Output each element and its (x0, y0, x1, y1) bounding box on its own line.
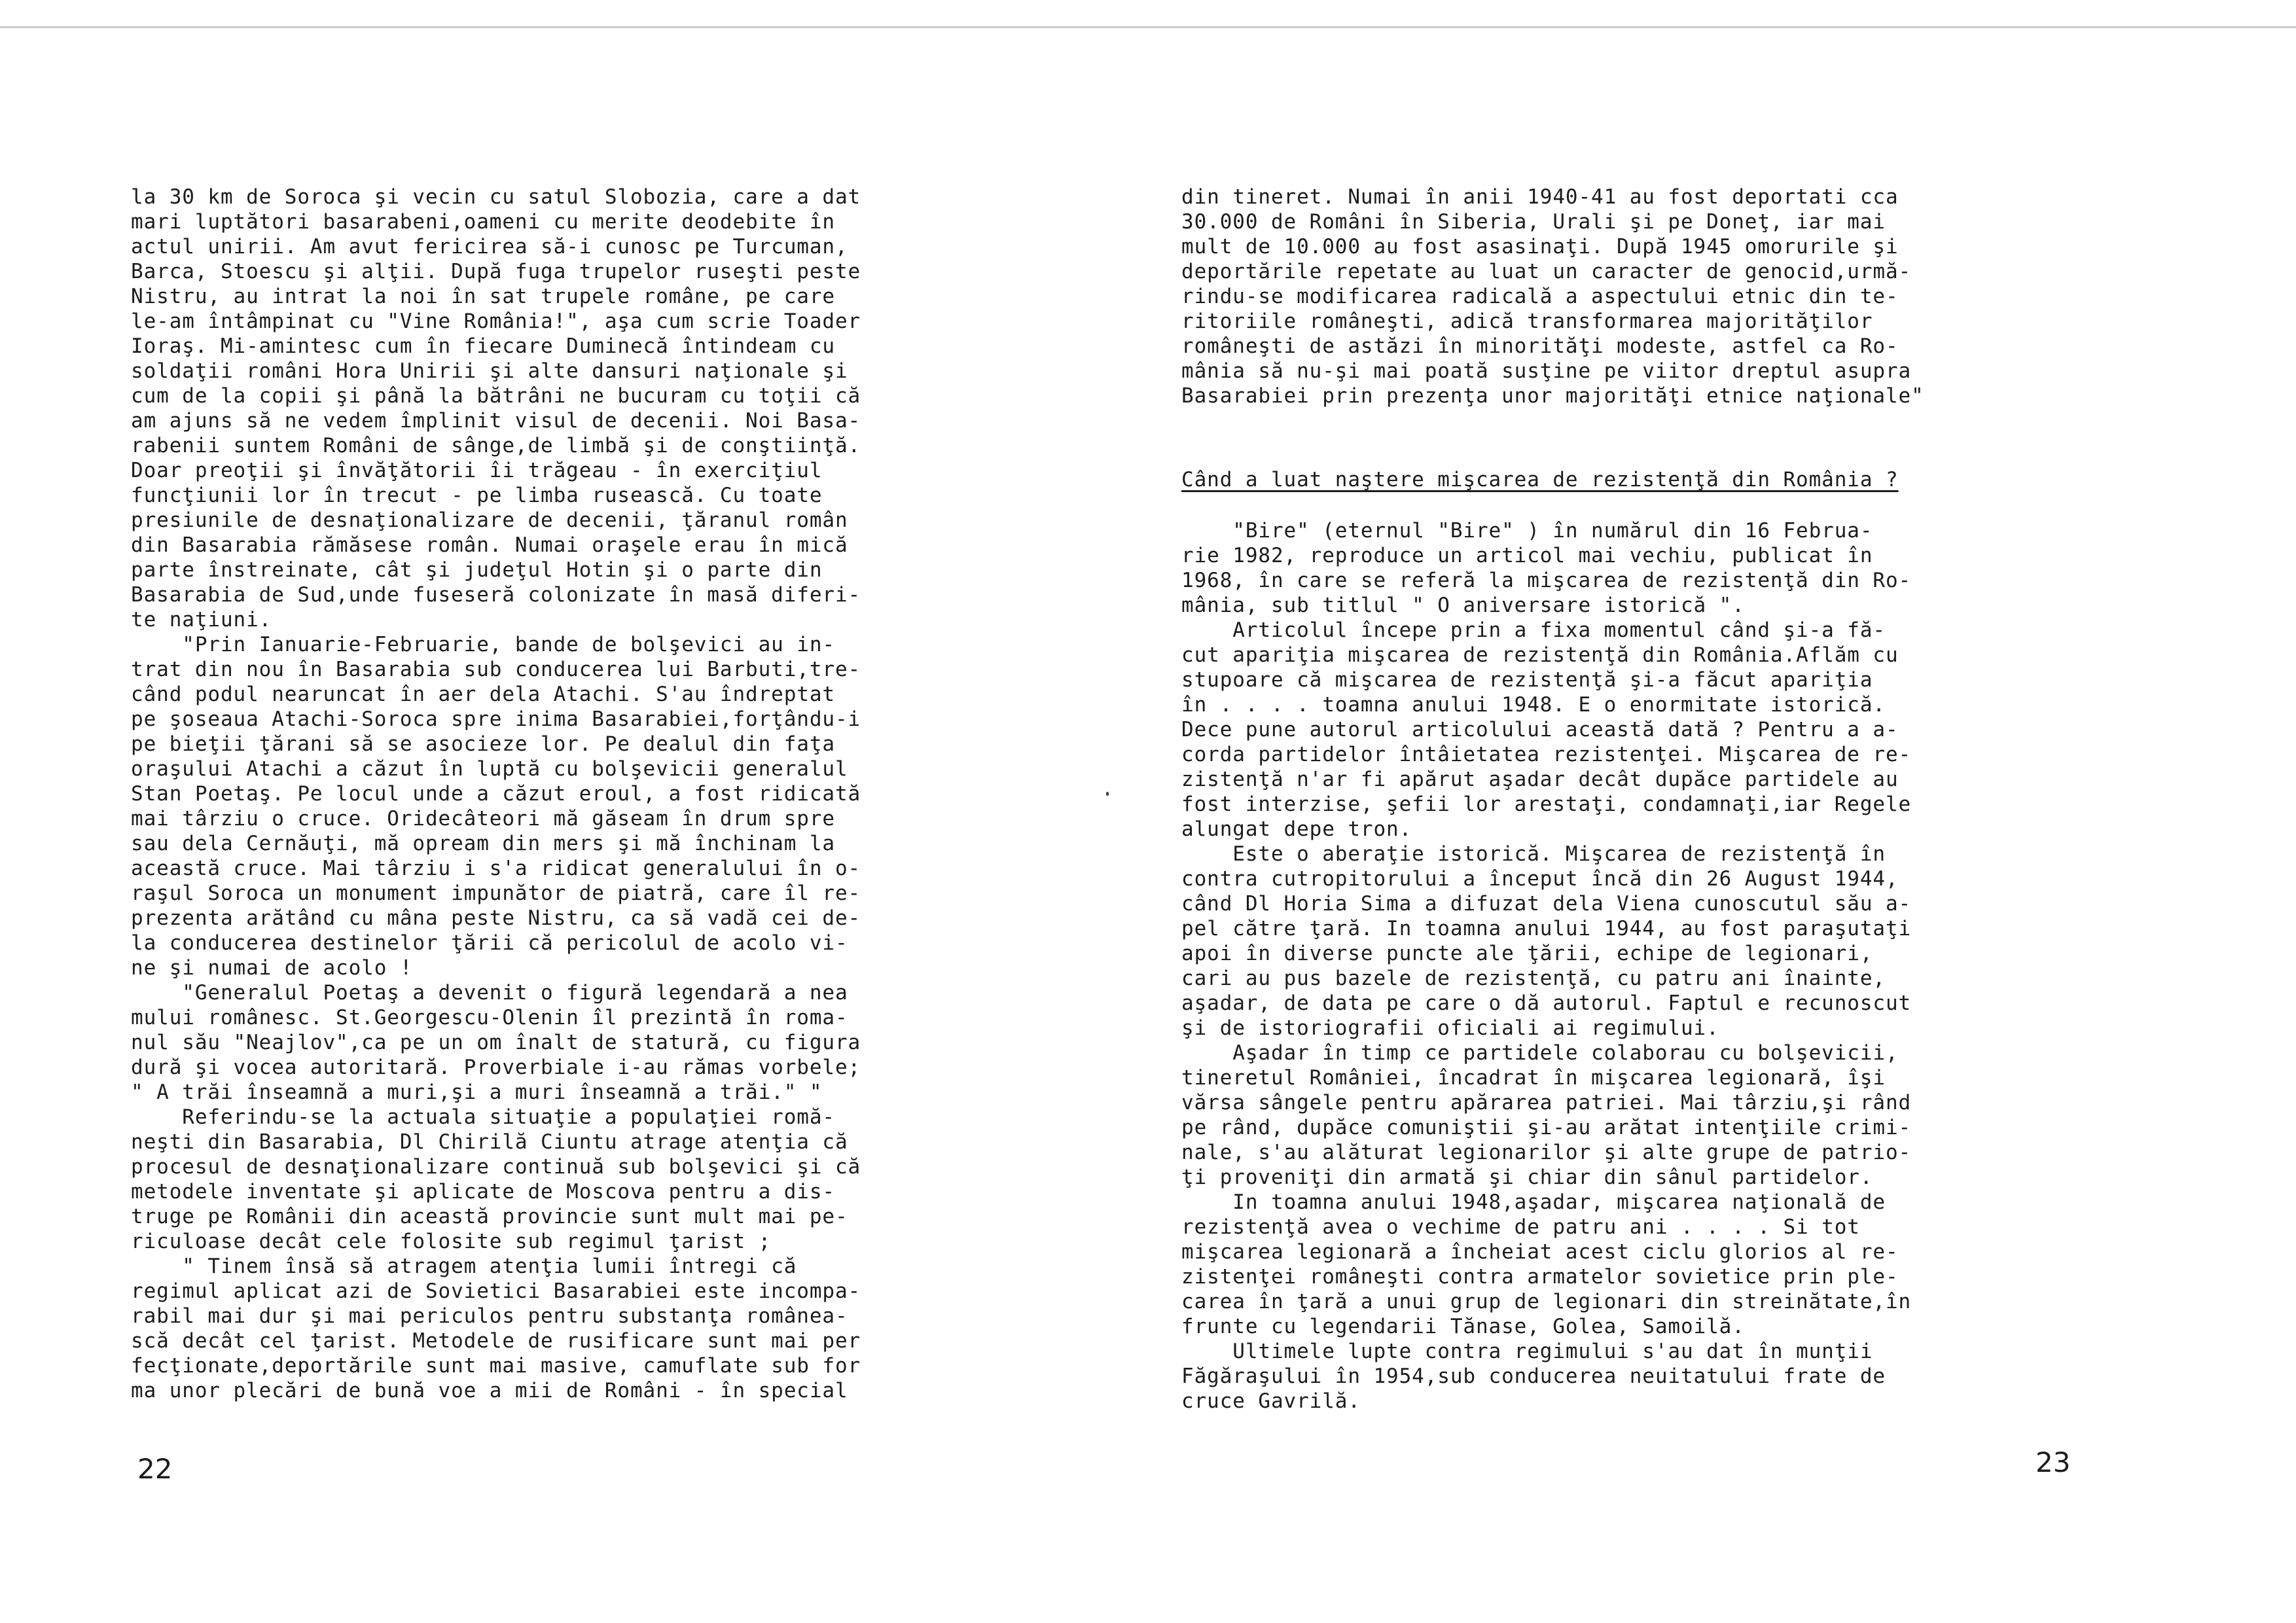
text-line: 30.000 de Români în Siberia, Urali şi pe Doneţ, iar mai (1181, 210, 1886, 234)
text-line: carea în ţară a unui grup de legionari din streinătate,în (1181, 1290, 1912, 1313)
scan-top-edge (0, 26, 2296, 28)
text-line: zistenţei româneşti contra armatelor sovietice prin ple- (1181, 1265, 1899, 1289)
text-line: vărsa sângele pentru apărarea patriei. Mai târziu,şi rând (1181, 1091, 1912, 1115)
text-line: rabenii suntem Români de sânge,de limbă şi de conştiinţă. (131, 434, 861, 457)
text-line: din Basarabia rămăsese român. Numai oraşele erau în mică (131, 533, 848, 557)
text-line: fecţionate,deportările sunt mai masive, camuflate sub for (131, 1354, 861, 1378)
text-line: alungat depe tron. (1181, 817, 1412, 841)
text-line: Basarabiei prin prezenţa unor majorităţi etnice naţionale" (1181, 384, 1924, 408)
text-line: funcţiunii lor în trecut - pe limba rusească. Cu toate (131, 484, 823, 507)
text-line: mari luptători basarabeni,oameni cu merite deodebite în (131, 210, 835, 234)
text-line: contra cutropitorului a început încă din 26 August 1944, (1181, 867, 1899, 891)
text-line: Făgăraşului în 1954,sub conducerea neuitatului frate de (1181, 1364, 1886, 1388)
text-line: stupoare că mişcarea de rezistenţă şi-a făcut apariţia (1181, 668, 1873, 692)
text-line: din tineret. Numai în anii 1940-41 au fost deportati cca (1181, 185, 1899, 209)
text-line: te naţiuni. (131, 608, 272, 632)
text-line: cut apariţia mişcarea de rezistenţă din România.Aflăm cu (1181, 643, 1899, 667)
text-line: mişcarea legionară a încheiat acest ciclu glorios al re- (1181, 1240, 1899, 1264)
text-line: când Dl Horia Sima a difuzat dela Viena cunoscutul său a- (1181, 892, 1912, 916)
text-line: corda partidelor întâietatea rezistenţei. Mişcarea de re- (1181, 743, 1912, 766)
text-line: metodele inventate şi aplicate de Moscova pentru a dis- (131, 1180, 835, 1204)
text-line: mai târziu o cruce. Oridecâteori mă găseam în drum spre (131, 807, 835, 830)
text-line: pe rând, dupăce comuniştii şi-au arătat intenţiile crimi- (1181, 1116, 1912, 1139)
right-page-paragraphs-after-heading (1181, 518, 2101, 1414)
text-line: mânia să nu-şi mai poată susţine pe viitor dreptul asupra (1181, 359, 1912, 383)
text-line: Dece pune autorul articolului această dată ? Pentru a a- (1181, 718, 1899, 741)
text-line: pel către ţară. In toamna anului 1944, au fost paraşutaţi (1181, 917, 1912, 940)
text-line: trat din nou în Basarabia sub conducerea lui Barbuti,tre- (131, 658, 861, 681)
text-line: Este o aberaţie istorică. Mişcarea de rezistenţă în (1181, 842, 1886, 866)
text-line: când podul nearuncat în aer dela Atachi. S'au îndreptat (131, 683, 835, 706)
text-line: rabil mai dur şi mai periculos pentru substanţa românea- (131, 1304, 848, 1328)
text-line: Aşadar în timp ce partidele colaborau cu bolşevicii, (1181, 1041, 1899, 1065)
text-line: mului românesc. St.Georgescu-Olenin îl prezintă în roma- (131, 1006, 848, 1029)
text-line: ne şi numai de acolo ! (131, 956, 413, 980)
right-page-paragraph-before-heading (1181, 185, 2101, 408)
text-line: Ultimele lupte contra regimului s'au dat în munţii (1181, 1340, 1873, 1363)
text-line: regimul aplicat azi de Sovietici Basarabiei este incompa- (131, 1279, 861, 1303)
text-line: In toamna anului 1948,aşadar, mişcarea naţională de (1181, 1190, 1886, 1214)
text-line: nul său "Neajlov",ca pe un om înalt de statură, cu figura (131, 1031, 861, 1054)
text-line: dură şi vocea autoritară. Proverbiale i-au rămas vorbele; (131, 1056, 861, 1079)
text-line: am ajuns să ne vedem împlinit visul de decenii. Noi Basa- (131, 409, 861, 433)
text-line: le-am întâmpinat cu "Vine România!", aşa cum scrie Toader (131, 310, 861, 333)
text-line: fost interzise, şefii lor arestaţi, condamnaţi,iar Regele (1181, 793, 1912, 816)
left-page-text (131, 185, 1047, 1403)
text-line: rindu-se modificarea radicală a aspectului etnic din te- (1181, 285, 1899, 308)
text-line: procesul de desnaţionalizare continuă sub bolşevici şi că (131, 1155, 861, 1179)
text-line: rie 1982, reproduce un articol mai vechiu, publicat în (1181, 544, 1873, 567)
text-line: mult de 10.000 au fost asasinaţi. După 1945 omorurile şi (1181, 235, 1899, 259)
text-line: zistenţă n'ar fi apărut aşadar decât dupăce partidele au (1181, 768, 1899, 791)
text-line: această cruce. Mai târziu i s'a ridicat generalului în o- (131, 857, 861, 880)
text-line: " Tinem însă să atragem atenţia lumii întregi că (131, 1255, 797, 1278)
text-line: pe bieţii ţărani să se asocieze lor. Pe dealul din faţa (131, 732, 835, 756)
text-line: ritoriile româneşti, adică transformarea majorităţilor (1181, 310, 1873, 333)
text-line: nale, s'au alăturat legionarilor şi alte grupe de patrio- (1181, 1141, 1912, 1164)
text-line: şi de istoriografii oficiali ai regimului. (1181, 1016, 1719, 1040)
right-page-number: 23 (2036, 1446, 2071, 1478)
right-page-text (1181, 185, 2101, 1414)
text-line: "Generalul Poetaş a devenit o figură legendară a nea (131, 981, 848, 1005)
text-line: presiunile de desnaţionalizare de decenii, ţăranul român (131, 508, 848, 532)
text-line: Ioraş. Mi-amintesc cum în fiecare Duminecă întindeam cu (131, 334, 835, 358)
text-line: la conducerea destinelor ţării că pericolul de acolo vi- (131, 931, 848, 955)
text-line: tineretul României, încadrat în mişcarea legionară, îşi (1181, 1066, 1886, 1090)
scan-speck (1106, 792, 1109, 796)
text-line: " A trăi înseamnă a muri,şi a muri înseamnă a trăi." " (131, 1080, 823, 1104)
text-line: cum de la copii şi până la bătrâni ne bucuram cu toţii că (131, 384, 861, 408)
text-line: rezistenţă avea o vechime de patru ani . . . . Si tot (1181, 1215, 1860, 1239)
text-line: ţi proveniţi din armată şi chiar din sânul partidelor. (1181, 1166, 1873, 1189)
text-line: Barca, Stoescu şi alţii. După fuga trupelor ruseşti peste (131, 260, 861, 283)
text-line: deportările repetate au luat un caracter de genocid,urmă- (1181, 260, 1912, 283)
section-heading: Când a luat naştere mişcarea de rezistenţă din România ? (1181, 468, 1899, 491)
text-line: Stan Poetaş. Pe locul unde a căzut eroul, a fost ridicată (131, 782, 861, 806)
text-line: actul unirii. Am avut fericirea să-i cunosc pe Turcuman, (131, 235, 848, 259)
text-line: Doar preoţii şi învăţătorii îi trăgeau - în exerciţiul (131, 459, 823, 482)
text-line: Nistru, au intrat la noi în sat trupele române, pe care (131, 285, 835, 308)
text-line: oraşului Atachi a căzut în luptă cu bolşevicii generalul (131, 757, 848, 781)
text-line: mânia, sub titlul " O aniversare istorică ". (1181, 594, 1745, 617)
text-line: 1968, în care se referă la mişcarea de rezistenţă din Ro- (1181, 569, 1912, 592)
text-line: prezenta arătând cu mâna peste Nistru, ca să vadă cei de- (131, 906, 861, 930)
text-line: parte înstreinate, cât şi judeţul Hotin şi o parte din (131, 558, 823, 582)
text-line: cruce Gavrilă. (1181, 1389, 1361, 1413)
text-line: cari au pus bazele de rezistenţă, cu patru ani înainte, (1181, 967, 1886, 990)
text-line: la 30 km de Soroca şi vecin cu satul Slobozia, care a dat (131, 185, 861, 209)
text-line: Basarabia de Sud,unde fuseseră colonizate în masă diferi- (131, 583, 861, 607)
text-line: Articolul începe prin a fixa momentul când şi-a fă- (1181, 618, 1886, 642)
text-line: riculoase decât cele folosite sub regimul ţarist ; (131, 1230, 772, 1253)
text-line: raşul Soroca un monument impunător de piatră, care îl re- (131, 882, 861, 905)
text-line: "Prin Ianuarie-Februarie, bande de bolşevici au in- (131, 633, 835, 656)
left-page-number: 22 (137, 1453, 173, 1485)
text-line: româneşti de astăzi în minorităţi modeste, astfel ca Ro- (1181, 334, 1899, 358)
text-line: "Bire" (eternul "Bire" ) în numărul din 16 Februa- (1181, 519, 1873, 543)
text-line: ma unor plecări de bună voe a mii de Români - în special (131, 1379, 848, 1402)
text-line: frunte cu legendarii Tănase, Golea, Samoilă. (1181, 1315, 1745, 1338)
text-line: Referindu-se la actuala situaţie a populaţiei romă- (131, 1105, 835, 1129)
text-line: scă decât cel ţarist. Metodele de rusificare sunt mai per (131, 1329, 861, 1353)
text-line: soldaţii români Hora Unirii şi alte dansuri naţionale şi (131, 359, 848, 383)
text-line: neşti din Basarabia, Dl Chirilă Ciuntu atrage atenţia că (131, 1130, 848, 1154)
text-line: în . . . . toamna anului 1948. E o enormitate istorică. (1181, 693, 1886, 717)
text-line: sau dela Cernăuţi, mă opream din mers şi mă închinam la (131, 832, 835, 855)
text-line: truge pe Românii din această provincie sunt mult mai pe- (131, 1205, 848, 1228)
text-line: pe şoseaua Atachi-Soroca spre inima Basarabiei,forţându-i (131, 707, 861, 731)
text-line: apoi în diverse puncte ale ţării, echipe de legionari, (1181, 942, 1873, 965)
text-line: aşadar, de data pe care o dă autorul. Faptul e recunoscut (1181, 991, 1912, 1015)
